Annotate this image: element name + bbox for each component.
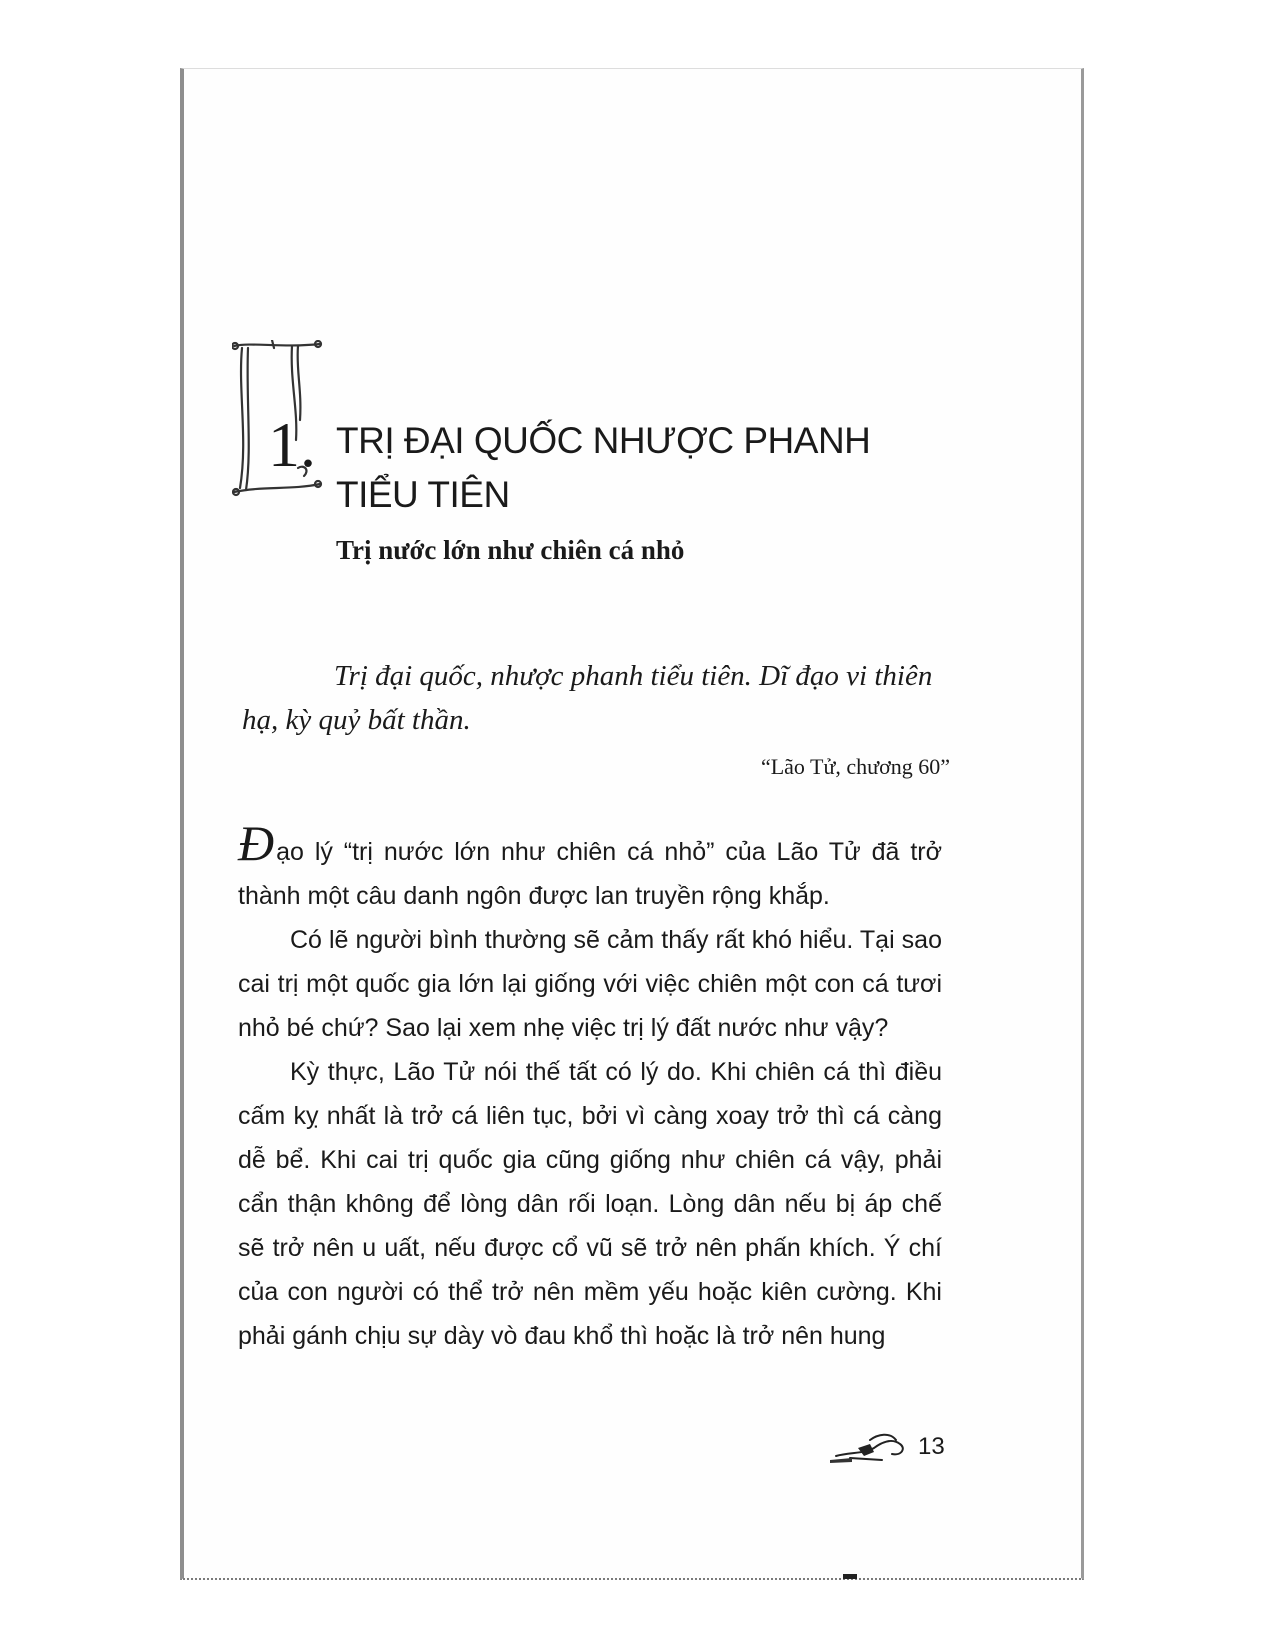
epigraph-attribution: “Lão Tử, chương 60” xyxy=(760,754,950,779)
paragraph-3: Kỳ thực, Lão Tử nói thế tất có lý do. Khi chiên cá thì điều cấm kỵ nhất là trở cá liên tục, bởi vì càng xoay trở thì cá càng dễ bể. Khi cai trị quốc gia cũng giống như chiên cá vậy, phải cẩn thận không để lòng dân rối loạn. Lòng dân nếu bị áp chế sẽ trở nên u uất, nếu được cổ vũ sẽ trở nên phấn khích. Ý chí của con người có thể trở nên mềm yếu hoặc kiên cường. Khi phải gánh chịu sự dày vò đau khổ thì hoặc là trở nên hung xyxy=(238,1058,942,1350)
chapter-number: 1. xyxy=(268,409,316,480)
epigraph-quote xyxy=(242,654,942,742)
page-ornament-icon xyxy=(830,1430,914,1466)
drop-cap: Đ xyxy=(238,815,275,871)
paragraph-1-text: ạo lý “trị nước lớn như chiên cá nhỏ” của Lão Tử đã trở thành một câu danh ngôn được lan truyền rộng khắp. xyxy=(238,838,942,910)
chapter-title-line-2: TIỂU TIÊN xyxy=(336,474,510,515)
chapter-title-line-1: TRỊ ĐẠI QUỐC NHƯỢC PHANH xyxy=(336,420,871,461)
paragraph-1 xyxy=(238,815,942,918)
epigraph-text: Trị đại quốc, nhược phanh tiểu tiên. Dĩ đạo vi thiên hạ, kỳ quỷ bất thần. xyxy=(242,660,933,736)
chapter-subtitle: Trị nước lớn như chiên cá nhỏ xyxy=(336,535,685,565)
paragraph-2: Có lẽ người bình thường sẽ cảm thấy rất khó hiểu. Tại sao cai trị một quốc gia lớn lại giống với việc chiên một con cá tươi nhỏ bé chứ? Sao lại xem nhẹ việc trị lý đất nước như vậy? xyxy=(238,926,942,1042)
chapter-title xyxy=(336,414,956,522)
page-number: 13 xyxy=(918,1433,945,1460)
body-text xyxy=(238,815,942,1358)
bottom-mark xyxy=(843,1574,857,1579)
